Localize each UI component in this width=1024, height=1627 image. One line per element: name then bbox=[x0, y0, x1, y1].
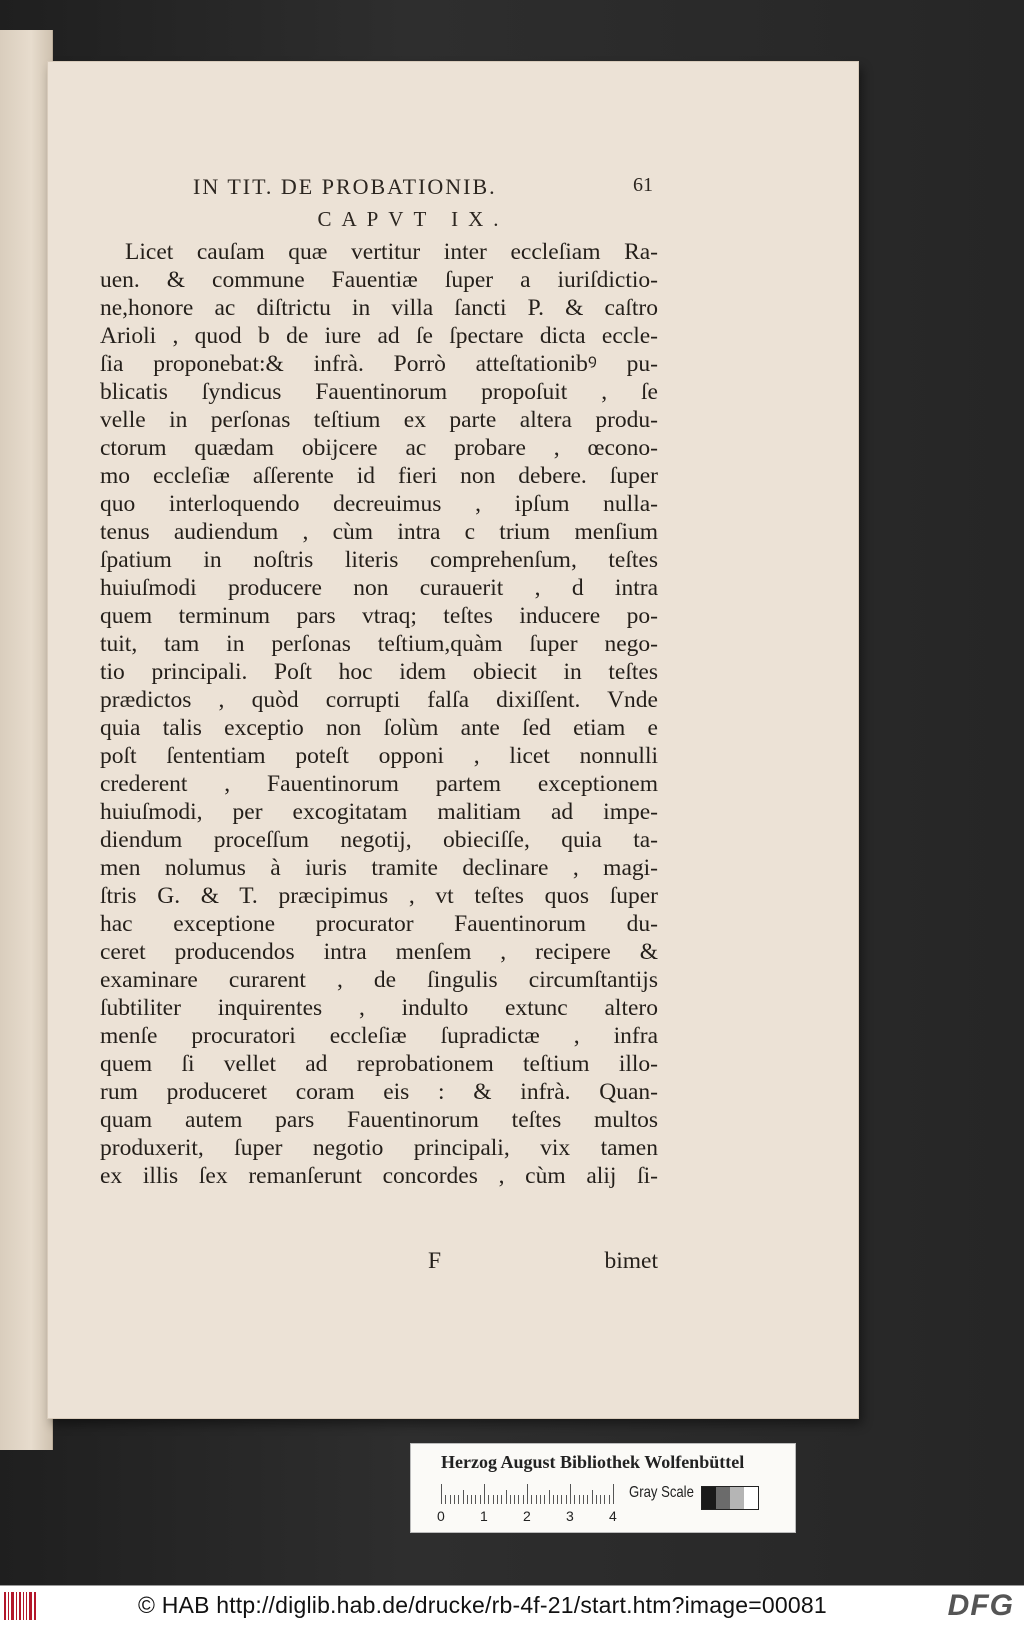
scale-tick bbox=[531, 1495, 532, 1504]
barcode-stripe bbox=[16, 1592, 17, 1620]
scale-tick bbox=[600, 1495, 601, 1504]
page-number: 61 bbox=[633, 174, 653, 196]
text-line: menſe procuratori eccleſiæ ſupradictæ , infra bbox=[100, 1023, 658, 1049]
scale-tick bbox=[480, 1495, 481, 1504]
viewer-footer bbox=[0, 1585, 1024, 1627]
gray-scale-label: Gray Scale bbox=[629, 1484, 694, 1501]
scale-tick bbox=[592, 1490, 593, 1504]
scale-tick bbox=[458, 1495, 459, 1504]
text-line: ſtris G. & T. præcipimus , vt teſtes quos ſuper bbox=[100, 883, 658, 909]
scale-tick bbox=[604, 1495, 605, 1504]
text-line: ceret producendos intra menſem , recipere & bbox=[100, 939, 658, 965]
text-line: huiuſmodi producere non curauerit , d intra bbox=[100, 575, 658, 601]
scale-tick bbox=[574, 1495, 575, 1504]
text-line: diendum proceſſum negotij, obieciſſe, quia ta- bbox=[100, 827, 658, 853]
barcode-stripe bbox=[26, 1592, 27, 1620]
scale-tick bbox=[566, 1495, 567, 1504]
running-head-text: IN TIT. DE PROBATIONIB. bbox=[193, 174, 497, 199]
text-line: tuit, tam in perſonas teſtium,quàm ſuper nego- bbox=[100, 631, 658, 657]
text-line: quo interloquendo decreuimus , ipſum nulla- bbox=[100, 491, 658, 517]
text-line: uen. & commune Fauentiæ ſuper a iuriſdictio- bbox=[100, 267, 658, 293]
scale-tick bbox=[613, 1484, 614, 1504]
scale-label: 4 bbox=[609, 1508, 617, 1524]
library-name: Herzog August Bibliothek Wolfenbüttel bbox=[441, 1452, 745, 1472]
gray-patch bbox=[744, 1487, 758, 1509]
barcode-stripe bbox=[34, 1592, 36, 1620]
gray-scale-patches bbox=[701, 1486, 759, 1510]
barcode-stripe bbox=[8, 1592, 9, 1620]
barcode-stripe bbox=[29, 1592, 32, 1620]
scale-tick bbox=[596, 1495, 597, 1504]
scale-tick bbox=[518, 1495, 519, 1504]
scale-tick bbox=[514, 1495, 515, 1504]
scale-tick bbox=[475, 1495, 476, 1504]
scale-tick bbox=[497, 1495, 498, 1504]
scale-tick bbox=[540, 1495, 541, 1504]
text-line: rum produceret coram eis : & infrà. Quan- bbox=[100, 1079, 658, 1105]
text-line: velle in perſonas teſtium ex parte altera produ- bbox=[100, 407, 658, 433]
book-page bbox=[48, 62, 858, 1418]
text-line: examinare curarent , de ſingulis circumſtantijs bbox=[100, 967, 658, 993]
running-head bbox=[193, 174, 653, 200]
gray-patch bbox=[716, 1487, 730, 1509]
measurement-scale bbox=[437, 1484, 626, 1524]
text-line: Arioli , quod b de iure ad ſe ſpectare dicta eccle- bbox=[100, 323, 658, 349]
text-line: quem terminum pars vtraq; teſtes inducere po- bbox=[100, 603, 658, 629]
dfg-logo: DFG bbox=[947, 1589, 1014, 1622]
scale-tick bbox=[501, 1495, 502, 1504]
scale-label: 1 bbox=[480, 1508, 488, 1524]
scale-tick bbox=[570, 1484, 571, 1504]
text-line: poſt ſententiam poteſt opponi , licet nonnulli bbox=[100, 743, 658, 769]
text-line: Licet cauſam quæ vertitur inter eccleſiam Ra- bbox=[125, 239, 658, 265]
scale-tick bbox=[506, 1490, 507, 1504]
scale-tick bbox=[523, 1495, 524, 1504]
text-line: ſia proponebat:& infrà. Porrò atteſtationibꝰ pu- bbox=[100, 351, 658, 377]
scale-tick bbox=[587, 1495, 588, 1504]
text-line: ctorum quædam obijcere ac probare , œcono- bbox=[100, 435, 658, 461]
scale-tick bbox=[454, 1495, 455, 1504]
scale-tick bbox=[609, 1495, 610, 1504]
scale-tick bbox=[583, 1495, 584, 1504]
barcode-stripe bbox=[23, 1592, 24, 1620]
text-line: mo eccleſiæ aſſerente id fieri non debere. ſuper bbox=[100, 463, 658, 489]
signature-mark: F bbox=[428, 1248, 442, 1274]
text-line: produxerit, ſuper negotio principali, vix tamen bbox=[100, 1135, 658, 1161]
scale-tick bbox=[553, 1495, 554, 1504]
text-line: hac exceptione procurator Fauentinorum du- bbox=[100, 911, 658, 937]
barcode-stripe bbox=[4, 1592, 6, 1620]
page-footer-line bbox=[100, 1248, 658, 1278]
color-reference-card bbox=[410, 1443, 796, 1533]
scale-label: 2 bbox=[523, 1508, 531, 1524]
text-line: ſpatium in noſtris literis comprehenſum, teſtes bbox=[100, 547, 658, 573]
text-line: tio principali. Poſt hoc idem obiecit in teſtes bbox=[100, 659, 658, 685]
scale-tick bbox=[561, 1495, 562, 1504]
scale-tick bbox=[467, 1495, 468, 1504]
catchword: bimet bbox=[604, 1248, 658, 1274]
text-line: blicatis ſyndicus Fauentinorum propoſuit , ſe bbox=[100, 379, 658, 405]
chapter-heading: CAPVT IX. bbox=[317, 207, 509, 231]
text-line: quam autem pars Fauentinorum teſtes multos bbox=[100, 1107, 658, 1133]
copyright-url[interactable]: © HAB http://diglib.hab.de/drucke/rb-4f-21/start.htm?image=00081 bbox=[138, 1592, 827, 1618]
scale-tick bbox=[549, 1490, 550, 1504]
barcode-icon bbox=[4, 1592, 48, 1620]
text-line: ſubtiliter inquirentes , indulto extunc altero bbox=[100, 995, 658, 1021]
barcode-stripe bbox=[11, 1592, 14, 1620]
text-line: huiuſmodi, per excogitatam malitiam ad impe- bbox=[100, 799, 658, 825]
text-line: crederent , Fauentinorum partem exceptionem bbox=[100, 771, 658, 797]
scale-tick bbox=[527, 1484, 528, 1504]
scale-tick bbox=[493, 1495, 494, 1504]
scale-tick bbox=[579, 1495, 580, 1504]
text-line: ex illis ſex remanſerunt concordes , cùm alij ſi- bbox=[100, 1163, 658, 1189]
facing-page-edge bbox=[0, 30, 53, 1450]
scale-tick bbox=[544, 1495, 545, 1504]
scale-tick bbox=[484, 1484, 485, 1504]
scale-tick bbox=[471, 1495, 472, 1504]
scale-tick bbox=[445, 1495, 446, 1504]
scale-tick bbox=[557, 1495, 558, 1504]
barcode-stripe bbox=[19, 1592, 21, 1620]
text-line: quia talis exceptio non ſolùm ante ſed etiam e bbox=[100, 715, 658, 741]
text-line: prædictos , quòd corrupti falſa dixiſſent. Vnde bbox=[100, 687, 658, 713]
body-text bbox=[100, 238, 658, 1248]
text-line: ne,honore ac diſtrictu in villa ſancti P. & caſtro bbox=[100, 295, 658, 321]
text-line: tenus audiendum , cùm intra c trium menſium bbox=[100, 519, 658, 545]
scale-label: 0 bbox=[437, 1508, 445, 1524]
gray-patch bbox=[702, 1487, 716, 1509]
scale-tick bbox=[450, 1495, 451, 1504]
scale-tick bbox=[441, 1484, 442, 1504]
scale-label: 3 bbox=[566, 1508, 574, 1524]
scale-tick bbox=[536, 1495, 537, 1504]
scale-tick bbox=[510, 1495, 511, 1504]
scale-tick bbox=[463, 1490, 464, 1504]
gray-patch bbox=[730, 1487, 744, 1509]
text-line: quem ſi vellet ad reprobationem teſtium illo- bbox=[100, 1051, 658, 1077]
text-line: men nolumus à iuris tramite declinare , magi- bbox=[100, 855, 658, 881]
scale-tick bbox=[488, 1495, 489, 1504]
